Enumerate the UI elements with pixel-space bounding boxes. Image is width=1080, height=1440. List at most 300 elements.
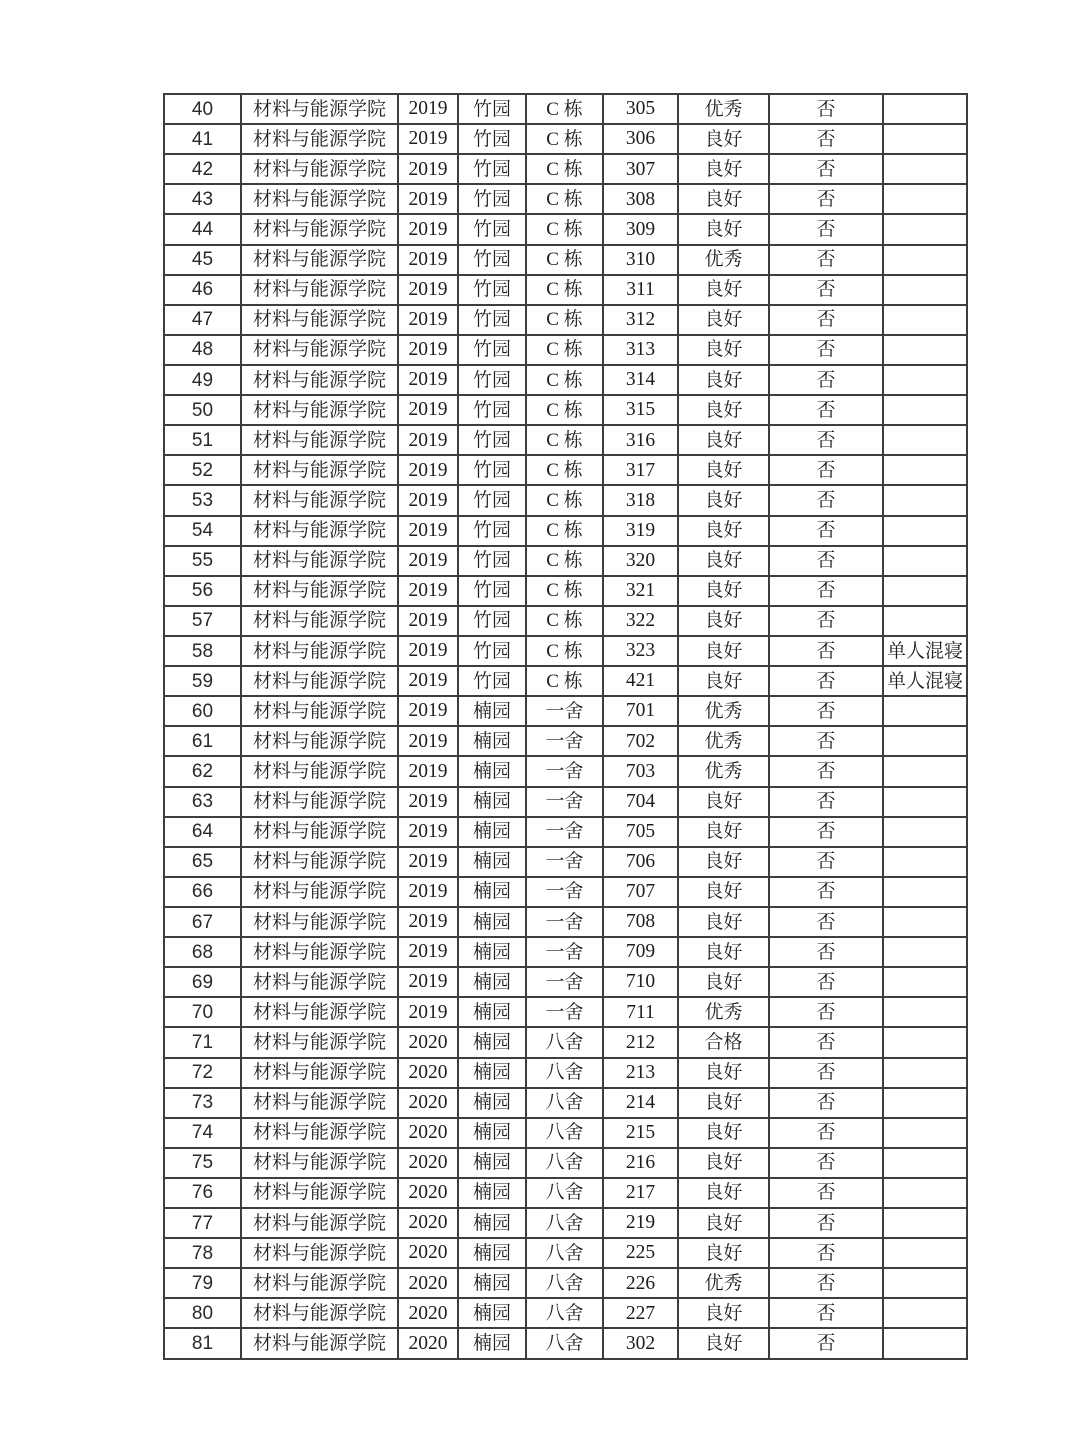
cell-room: 421 — [603, 666, 678, 696]
table-row — [164, 245, 967, 275]
cell-room: 707 — [603, 877, 678, 907]
cell-year: 2019 — [398, 787, 458, 817]
cell-flag: 否 — [769, 94, 883, 124]
cell-room: 227 — [603, 1298, 678, 1328]
cell-rating: 良好 — [678, 576, 769, 606]
cell-college: 材料与能源学院 — [241, 726, 398, 756]
cell-rating: 良好 — [678, 516, 769, 546]
table-row — [164, 1268, 967, 1298]
cell-remark — [883, 1058, 967, 1088]
cell-room: 226 — [603, 1268, 678, 1298]
table-row — [164, 365, 967, 395]
cell-year: 2020 — [398, 1238, 458, 1268]
cell-index: 76 — [164, 1178, 241, 1208]
cell-room: 708 — [603, 907, 678, 937]
cell-year: 2019 — [398, 877, 458, 907]
cell-rating: 优秀 — [678, 997, 769, 1027]
cell-flag: 否 — [769, 1118, 883, 1148]
cell-remark — [883, 305, 967, 335]
table-row — [164, 817, 967, 847]
table-row — [164, 485, 967, 515]
cell-flag: 否 — [769, 997, 883, 1027]
cell-index: 52 — [164, 455, 241, 485]
table-row — [164, 696, 967, 726]
cell-college: 材料与能源学院 — [241, 907, 398, 937]
cell-area: 楠园 — [458, 1268, 526, 1298]
cell-area: 竹园 — [458, 546, 526, 576]
cell-college: 材料与能源学院 — [241, 455, 398, 485]
cell-college: 材料与能源学院 — [241, 1027, 398, 1057]
cell-room: 702 — [603, 726, 678, 756]
cell-year: 2020 — [398, 1178, 458, 1208]
cell-remark — [883, 756, 967, 786]
cell-index: 43 — [164, 184, 241, 214]
cell-rating: 良好 — [678, 847, 769, 877]
cell-area: 楠园 — [458, 817, 526, 847]
cell-flag: 否 — [769, 275, 883, 305]
table-row — [164, 455, 967, 485]
cell-year: 2019 — [398, 184, 458, 214]
cell-year: 2020 — [398, 1027, 458, 1057]
cell-remark — [883, 937, 967, 967]
cell-room: 705 — [603, 817, 678, 847]
cell-year: 2019 — [398, 305, 458, 335]
table-row — [164, 877, 967, 907]
table-row — [164, 94, 967, 124]
cell-rating: 优秀 — [678, 696, 769, 726]
cell-remark: 单人混寝 — [883, 666, 967, 696]
table-row — [164, 1328, 967, 1359]
cell-rating: 良好 — [678, 546, 769, 576]
cell-college: 材料与能源学院 — [241, 1178, 398, 1208]
cell-year: 2019 — [398, 335, 458, 365]
cell-index: 64 — [164, 817, 241, 847]
cell-rating: 良好 — [678, 1058, 769, 1088]
cell-flag: 否 — [769, 1328, 883, 1359]
cell-flag: 否 — [769, 124, 883, 154]
cell-building: C 栋 — [526, 154, 603, 184]
cell-index: 68 — [164, 937, 241, 967]
cell-rating: 良好 — [678, 907, 769, 937]
cell-index: 78 — [164, 1238, 241, 1268]
cell-index: 44 — [164, 214, 241, 244]
cell-remark — [883, 726, 967, 756]
cell-flag: 否 — [769, 184, 883, 214]
cell-college: 材料与能源学院 — [241, 1238, 398, 1268]
cell-year: 2020 — [398, 1058, 458, 1088]
cell-building: C 栋 — [526, 546, 603, 576]
cell-rating: 良好 — [678, 335, 769, 365]
cell-room: 213 — [603, 1058, 678, 1088]
cell-rating: 良好 — [678, 124, 769, 154]
cell-rating: 良好 — [678, 455, 769, 485]
cell-area: 楠园 — [458, 1118, 526, 1148]
cell-rating: 良好 — [678, 214, 769, 244]
cell-college: 材料与能源学院 — [241, 425, 398, 455]
cell-rating: 良好 — [678, 967, 769, 997]
cell-remark — [883, 1208, 967, 1238]
cell-year: 2019 — [398, 214, 458, 244]
cell-year: 2019 — [398, 937, 458, 967]
table-row — [164, 967, 967, 997]
cell-building: C 栋 — [526, 395, 603, 425]
cell-index: 75 — [164, 1148, 241, 1178]
cell-building: 八舍 — [526, 1118, 603, 1148]
cell-year: 2020 — [398, 1268, 458, 1298]
cell-area: 楠园 — [458, 756, 526, 786]
cell-college: 材料与能源学院 — [241, 516, 398, 546]
cell-remark — [883, 275, 967, 305]
table-row — [164, 1238, 967, 1268]
cell-flag: 否 — [769, 606, 883, 636]
cell-building: C 栋 — [526, 214, 603, 244]
table-row — [164, 606, 967, 636]
cell-remark — [883, 696, 967, 726]
cell-flag: 否 — [769, 696, 883, 726]
cell-index: 79 — [164, 1268, 241, 1298]
cell-room: 710 — [603, 967, 678, 997]
cell-remark — [883, 967, 967, 997]
cell-remark — [883, 455, 967, 485]
cell-index: 53 — [164, 485, 241, 515]
cell-room: 318 — [603, 485, 678, 515]
cell-room: 322 — [603, 606, 678, 636]
cell-rating: 良好 — [678, 305, 769, 335]
cell-building: 一舍 — [526, 967, 603, 997]
cell-building: C 栋 — [526, 305, 603, 335]
cell-building: 一舍 — [526, 937, 603, 967]
cell-building: C 栋 — [526, 636, 603, 666]
cell-rating: 良好 — [678, 1238, 769, 1268]
cell-room: 310 — [603, 245, 678, 275]
cell-index: 48 — [164, 335, 241, 365]
cell-flag: 否 — [769, 756, 883, 786]
cell-area: 竹园 — [458, 154, 526, 184]
cell-college: 材料与能源学院 — [241, 245, 398, 275]
cell-remark — [883, 1118, 967, 1148]
cell-remark — [883, 787, 967, 817]
cell-index: 81 — [164, 1328, 241, 1359]
cell-area: 竹园 — [458, 245, 526, 275]
cell-area: 楠园 — [458, 1058, 526, 1088]
cell-remark — [883, 395, 967, 425]
cell-building: C 栋 — [526, 606, 603, 636]
cell-area: 楠园 — [458, 787, 526, 817]
cell-room: 225 — [603, 1238, 678, 1268]
cell-building: 一舍 — [526, 847, 603, 877]
cell-rating: 良好 — [678, 1328, 769, 1359]
table-row — [164, 214, 967, 244]
cell-college: 材料与能源学院 — [241, 1148, 398, 1178]
cell-area: 楠园 — [458, 937, 526, 967]
cell-index: 49 — [164, 365, 241, 395]
cell-remark — [883, 1328, 967, 1359]
dorm-inspection-table — [163, 93, 968, 1360]
cell-index: 62 — [164, 756, 241, 786]
cell-college: 材料与能源学院 — [241, 395, 398, 425]
cell-room: 212 — [603, 1027, 678, 1057]
cell-area: 楠园 — [458, 696, 526, 726]
cell-flag: 否 — [769, 787, 883, 817]
cell-rating: 良好 — [678, 1208, 769, 1238]
cell-flag: 否 — [769, 666, 883, 696]
cell-college: 材料与能源学院 — [241, 696, 398, 726]
table-row — [164, 636, 967, 666]
cell-remark — [883, 485, 967, 515]
cell-building: C 栋 — [526, 94, 603, 124]
cell-year: 2019 — [398, 94, 458, 124]
cell-building: C 栋 — [526, 455, 603, 485]
cell-building: 八舍 — [526, 1328, 603, 1359]
cell-building: 八舍 — [526, 1027, 603, 1057]
cell-building: C 栋 — [526, 576, 603, 606]
cell-room: 309 — [603, 214, 678, 244]
cell-flag: 否 — [769, 1268, 883, 1298]
cell-year: 2019 — [398, 817, 458, 847]
cell-building: 八舍 — [526, 1268, 603, 1298]
cell-building: 八舍 — [526, 1148, 603, 1178]
cell-rating: 良好 — [678, 485, 769, 515]
cell-remark — [883, 214, 967, 244]
cell-college: 材料与能源学院 — [241, 997, 398, 1027]
cell-college: 材料与能源学院 — [241, 1088, 398, 1118]
cell-building: C 栋 — [526, 184, 603, 214]
cell-room: 320 — [603, 546, 678, 576]
cell-area: 楠园 — [458, 997, 526, 1027]
cell-remark — [883, 606, 967, 636]
cell-rating: 良好 — [678, 1118, 769, 1148]
cell-flag: 否 — [769, 455, 883, 485]
cell-room: 305 — [603, 94, 678, 124]
cell-flag: 否 — [769, 967, 883, 997]
cell-area: 楠园 — [458, 1238, 526, 1268]
cell-room: 709 — [603, 937, 678, 967]
table-row — [164, 666, 967, 696]
cell-flag: 否 — [769, 847, 883, 877]
cell-room: 216 — [603, 1148, 678, 1178]
cell-remark — [883, 1268, 967, 1298]
cell-college: 材料与能源学院 — [241, 154, 398, 184]
cell-remark — [883, 365, 967, 395]
cell-flag: 否 — [769, 1238, 883, 1268]
cell-college: 材料与能源学院 — [241, 184, 398, 214]
cell-building: 一舍 — [526, 877, 603, 907]
cell-year: 2019 — [398, 847, 458, 877]
cell-year: 2019 — [398, 636, 458, 666]
cell-college: 材料与能源学院 — [241, 817, 398, 847]
cell-index: 58 — [164, 636, 241, 666]
cell-remark — [883, 576, 967, 606]
cell-area: 竹园 — [458, 455, 526, 485]
cell-building: C 栋 — [526, 124, 603, 154]
table-row — [164, 516, 967, 546]
cell-area: 竹园 — [458, 576, 526, 606]
cell-building: 八舍 — [526, 1238, 603, 1268]
cell-index: 54 — [164, 516, 241, 546]
cell-remark — [883, 335, 967, 365]
cell-remark — [883, 1088, 967, 1118]
cell-index: 41 — [164, 124, 241, 154]
table-row — [164, 1298, 967, 1328]
cell-rating: 良好 — [678, 937, 769, 967]
cell-college: 材料与能源学院 — [241, 1118, 398, 1148]
cell-index: 57 — [164, 606, 241, 636]
cell-index: 55 — [164, 546, 241, 576]
cell-room: 312 — [603, 305, 678, 335]
cell-remark — [883, 1238, 967, 1268]
cell-building: 一舍 — [526, 907, 603, 937]
cell-building: 八舍 — [526, 1178, 603, 1208]
cell-building: C 栋 — [526, 365, 603, 395]
cell-rating: 良好 — [678, 636, 769, 666]
cell-year: 2019 — [398, 516, 458, 546]
cell-area: 竹园 — [458, 124, 526, 154]
cell-rating: 良好 — [678, 184, 769, 214]
cell-year: 2020 — [398, 1118, 458, 1148]
cell-room: 704 — [603, 787, 678, 817]
cell-index: 69 — [164, 967, 241, 997]
cell-remark — [883, 817, 967, 847]
cell-index: 60 — [164, 696, 241, 726]
cell-room: 314 — [603, 365, 678, 395]
cell-remark — [883, 516, 967, 546]
cell-building: 一舍 — [526, 787, 603, 817]
cell-room: 711 — [603, 997, 678, 1027]
cell-remark — [883, 1178, 967, 1208]
cell-room: 317 — [603, 455, 678, 485]
cell-remark — [883, 94, 967, 124]
cell-flag: 否 — [769, 1058, 883, 1088]
cell-remark — [883, 907, 967, 937]
cell-room: 321 — [603, 576, 678, 606]
cell-year: 2020 — [398, 1328, 458, 1359]
table-row — [164, 305, 967, 335]
cell-year: 2019 — [398, 395, 458, 425]
cell-year: 2019 — [398, 696, 458, 726]
cell-area: 竹园 — [458, 184, 526, 214]
cell-year: 2019 — [398, 546, 458, 576]
table-row — [164, 1088, 967, 1118]
cell-college: 材料与能源学院 — [241, 666, 398, 696]
cell-area: 楠园 — [458, 967, 526, 997]
cell-room: 219 — [603, 1208, 678, 1238]
cell-index: 77 — [164, 1208, 241, 1238]
cell-remark — [883, 877, 967, 907]
cell-college: 材料与能源学院 — [241, 937, 398, 967]
cell-college: 材料与能源学院 — [241, 214, 398, 244]
cell-area: 竹园 — [458, 666, 526, 696]
table-row — [164, 425, 967, 455]
cell-college: 材料与能源学院 — [241, 1298, 398, 1328]
cell-area: 楠园 — [458, 1328, 526, 1359]
cell-room: 316 — [603, 425, 678, 455]
cell-college: 材料与能源学院 — [241, 365, 398, 395]
cell-remark: 单人混寝 — [883, 636, 967, 666]
cell-area: 楠园 — [458, 1298, 526, 1328]
cell-rating: 优秀 — [678, 94, 769, 124]
cell-area: 楠园 — [458, 1027, 526, 1057]
cell-remark — [883, 1298, 967, 1328]
cell-year: 2019 — [398, 275, 458, 305]
cell-year: 2019 — [398, 907, 458, 937]
table-row — [164, 1027, 967, 1057]
table-row — [164, 124, 967, 154]
cell-area: 竹园 — [458, 485, 526, 515]
cell-college: 材料与能源学院 — [241, 485, 398, 515]
cell-area: 楠园 — [458, 847, 526, 877]
cell-flag: 否 — [769, 636, 883, 666]
cell-flag: 否 — [769, 154, 883, 184]
cell-room: 703 — [603, 756, 678, 786]
cell-flag: 否 — [769, 516, 883, 546]
cell-area: 楠园 — [458, 877, 526, 907]
cell-index: 50 — [164, 395, 241, 425]
cell-flag: 否 — [769, 1208, 883, 1238]
table-row — [164, 335, 967, 365]
cell-flag: 否 — [769, 335, 883, 365]
cell-room: 313 — [603, 335, 678, 365]
cell-building: 一舍 — [526, 726, 603, 756]
cell-college: 材料与能源学院 — [241, 275, 398, 305]
cell-index: 72 — [164, 1058, 241, 1088]
cell-remark — [883, 425, 967, 455]
cell-flag: 否 — [769, 1027, 883, 1057]
cell-year: 2019 — [398, 726, 458, 756]
cell-flag: 否 — [769, 817, 883, 847]
cell-area: 竹园 — [458, 335, 526, 365]
cell-building: 一舍 — [526, 696, 603, 726]
table-row — [164, 184, 967, 214]
cell-building: 一舍 — [526, 997, 603, 1027]
cell-rating: 良好 — [678, 877, 769, 907]
table-row — [164, 756, 967, 786]
cell-rating: 良好 — [678, 1088, 769, 1118]
cell-year: 2019 — [398, 666, 458, 696]
cell-rating: 优秀 — [678, 1268, 769, 1298]
cell-year: 2019 — [398, 967, 458, 997]
cell-college: 材料与能源学院 — [241, 606, 398, 636]
cell-remark — [883, 245, 967, 275]
cell-index: 51 — [164, 425, 241, 455]
cell-rating: 良好 — [678, 1178, 769, 1208]
cell-area: 竹园 — [458, 425, 526, 455]
cell-area: 楠园 — [458, 1148, 526, 1178]
cell-flag: 否 — [769, 877, 883, 907]
cell-room: 302 — [603, 1328, 678, 1359]
cell-year: 2019 — [398, 365, 458, 395]
cell-flag: 否 — [769, 726, 883, 756]
cell-area: 竹园 — [458, 305, 526, 335]
cell-room: 307 — [603, 154, 678, 184]
cell-building: 八舍 — [526, 1088, 603, 1118]
cell-area: 楠园 — [458, 1088, 526, 1118]
cell-index: 65 — [164, 847, 241, 877]
cell-flag: 否 — [769, 365, 883, 395]
cell-year: 2020 — [398, 1208, 458, 1238]
cell-college: 材料与能源学院 — [241, 124, 398, 154]
cell-index: 46 — [164, 275, 241, 305]
table-row — [164, 395, 967, 425]
cell-rating: 良好 — [678, 395, 769, 425]
table-row — [164, 546, 967, 576]
cell-area: 竹园 — [458, 275, 526, 305]
cell-area: 楠园 — [458, 1208, 526, 1238]
cell-index: 67 — [164, 907, 241, 937]
table-row — [164, 1118, 967, 1148]
cell-room: 306 — [603, 124, 678, 154]
cell-college: 材料与能源学院 — [241, 335, 398, 365]
cell-flag: 否 — [769, 907, 883, 937]
